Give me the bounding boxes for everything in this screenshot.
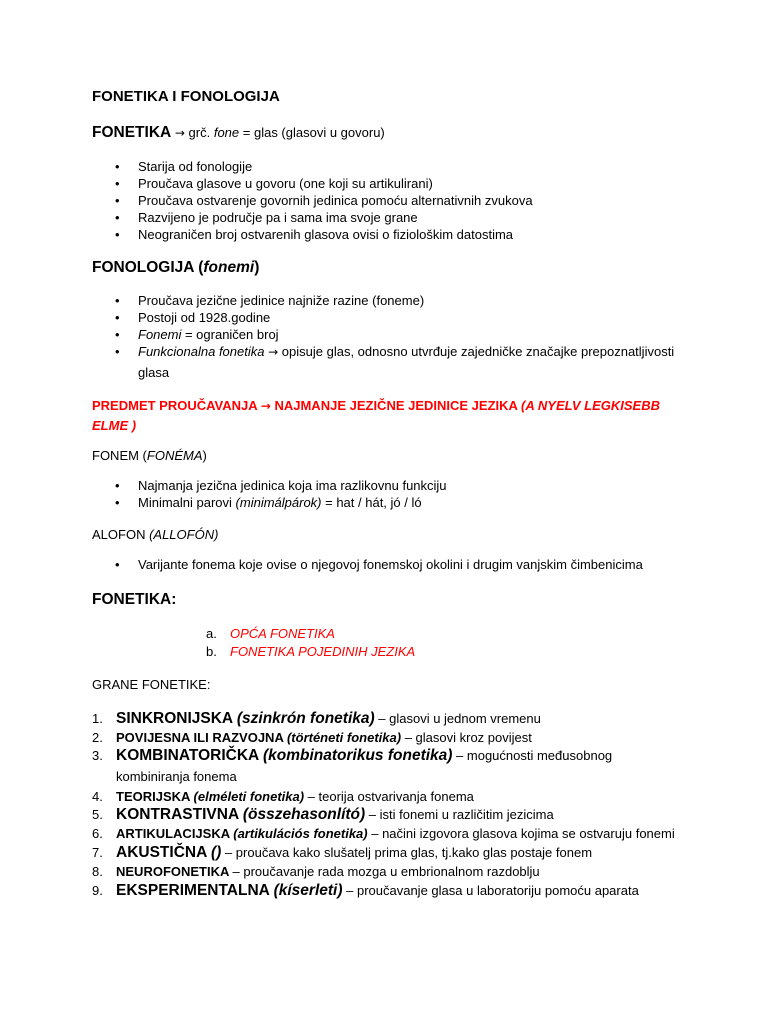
list-item: • Razvijeno je područje pa i sama ima svoje grane: [92, 209, 533, 226]
list-item: a. OPĆA FONETIKA: [206, 626, 335, 641]
page-title: FONETIKA I FONOLOGIJA: [92, 88, 280, 105]
list-item: • Najmanja jezična jedinica koja ima razlikovnu funkciju: [92, 477, 447, 494]
fonetika-heading: FONETIKA → grč. fone = glas (glasovi u govoru): [92, 124, 385, 141]
list-item: 1. SINKRONIJSKA (szinkrón fonetika) – glasovi u jednom vremenu: [92, 710, 541, 727]
fonem-bullet-list: [92, 477, 447, 511]
list-item: • Fonemi = ograničen broj: [92, 326, 674, 343]
list-item: • Funkcionalna fonetika → opisuje glas, odnosno utvrđuje zajedničke značajke prepoznatljivosti glasa: [92, 343, 674, 381]
list-item: 5. KONTRASTIVNA (összehasonlító) – isti fonemi u različitim jezicima: [92, 806, 554, 823]
alofon-heading: ALOFON (ALLOFÓN): [92, 527, 219, 542]
list-item: • Proučava glasove u govoru (one koji su artikulirani): [92, 175, 533, 192]
list-item: • Postoji od 1928.godine: [92, 309, 674, 326]
list-item: 8. NEUROFONETIKA – proučavanje rada mozga u embrionalnom razdoblju: [92, 864, 540, 879]
grane-heading: GRANE FONETIKE:: [92, 677, 211, 692]
list-item: 6. ARTIKULACIJSKA (artikulációs fonetika) – načini izgovora glasova kojima se ostvaruju fonemi: [92, 826, 675, 841]
fonetika-bullet-list: [92, 158, 533, 243]
list-item: 7. AKUSTIČNA () – proučava kako slušatelj prima glas, tj.kako glas postaje fonem: [92, 844, 593, 861]
fonem-heading: FONEM (FONÉMA): [92, 448, 207, 463]
list-item: b. FONETIKA POJEDINIH JEZIKA: [206, 644, 416, 659]
list-item: 2. POVIJESNA ILI RAZVOJNA (történeti fonetika) – glasovi kroz povijest: [92, 730, 532, 745]
list-item: • Minimalni parovi (minimálpárok) = hat / hát, jó / ló: [92, 494, 447, 511]
fonologija-heading: FONOLOGIJA (fonemi): [92, 259, 260, 276]
list-item: 4. TEORIJSKA (elméleti fonetika) – teorija ostvarivanja fonema: [92, 789, 474, 804]
predmet-heading: PREDMET PROUČAVANJA → NAJMANJE JEZIČNE JEDINICE JEZIKA (A NYELV LEGKISEBB ELME ): [92, 398, 660, 433]
list-item: • Proučava ostvarenje govornih jedinica pomoću alternativnih zvukova: [92, 192, 533, 209]
list-item: • Proučava jezične jedinice najniže razine (foneme): [92, 292, 674, 309]
list-item: • Neograničen broj ostvarenih glasova ovisi o fiziološkim datostima: [92, 226, 533, 243]
alofon-bullet-list: [92, 556, 643, 573]
list-item: • Starija od fonologije: [92, 158, 533, 175]
fonetika-types-heading: FONETIKA:: [92, 591, 177, 608]
list-item: 9. EKSPERIMENTALNA (kíserleti) – proučavanje glasa u laboratoriju pomoću aparata: [92, 882, 639, 899]
fonologija-bullet-list: [92, 292, 674, 381]
list-item: • Varijante fonema koje ovise o njegovoj fonemskoj okolini i drugim vanjskim čimbenicima: [92, 556, 643, 573]
list-item: 3. KOMBINATORIČKA (kombinatorikus fonetika) – mogućnosti međusobnog kombiniranja fonema: [92, 747, 613, 784]
